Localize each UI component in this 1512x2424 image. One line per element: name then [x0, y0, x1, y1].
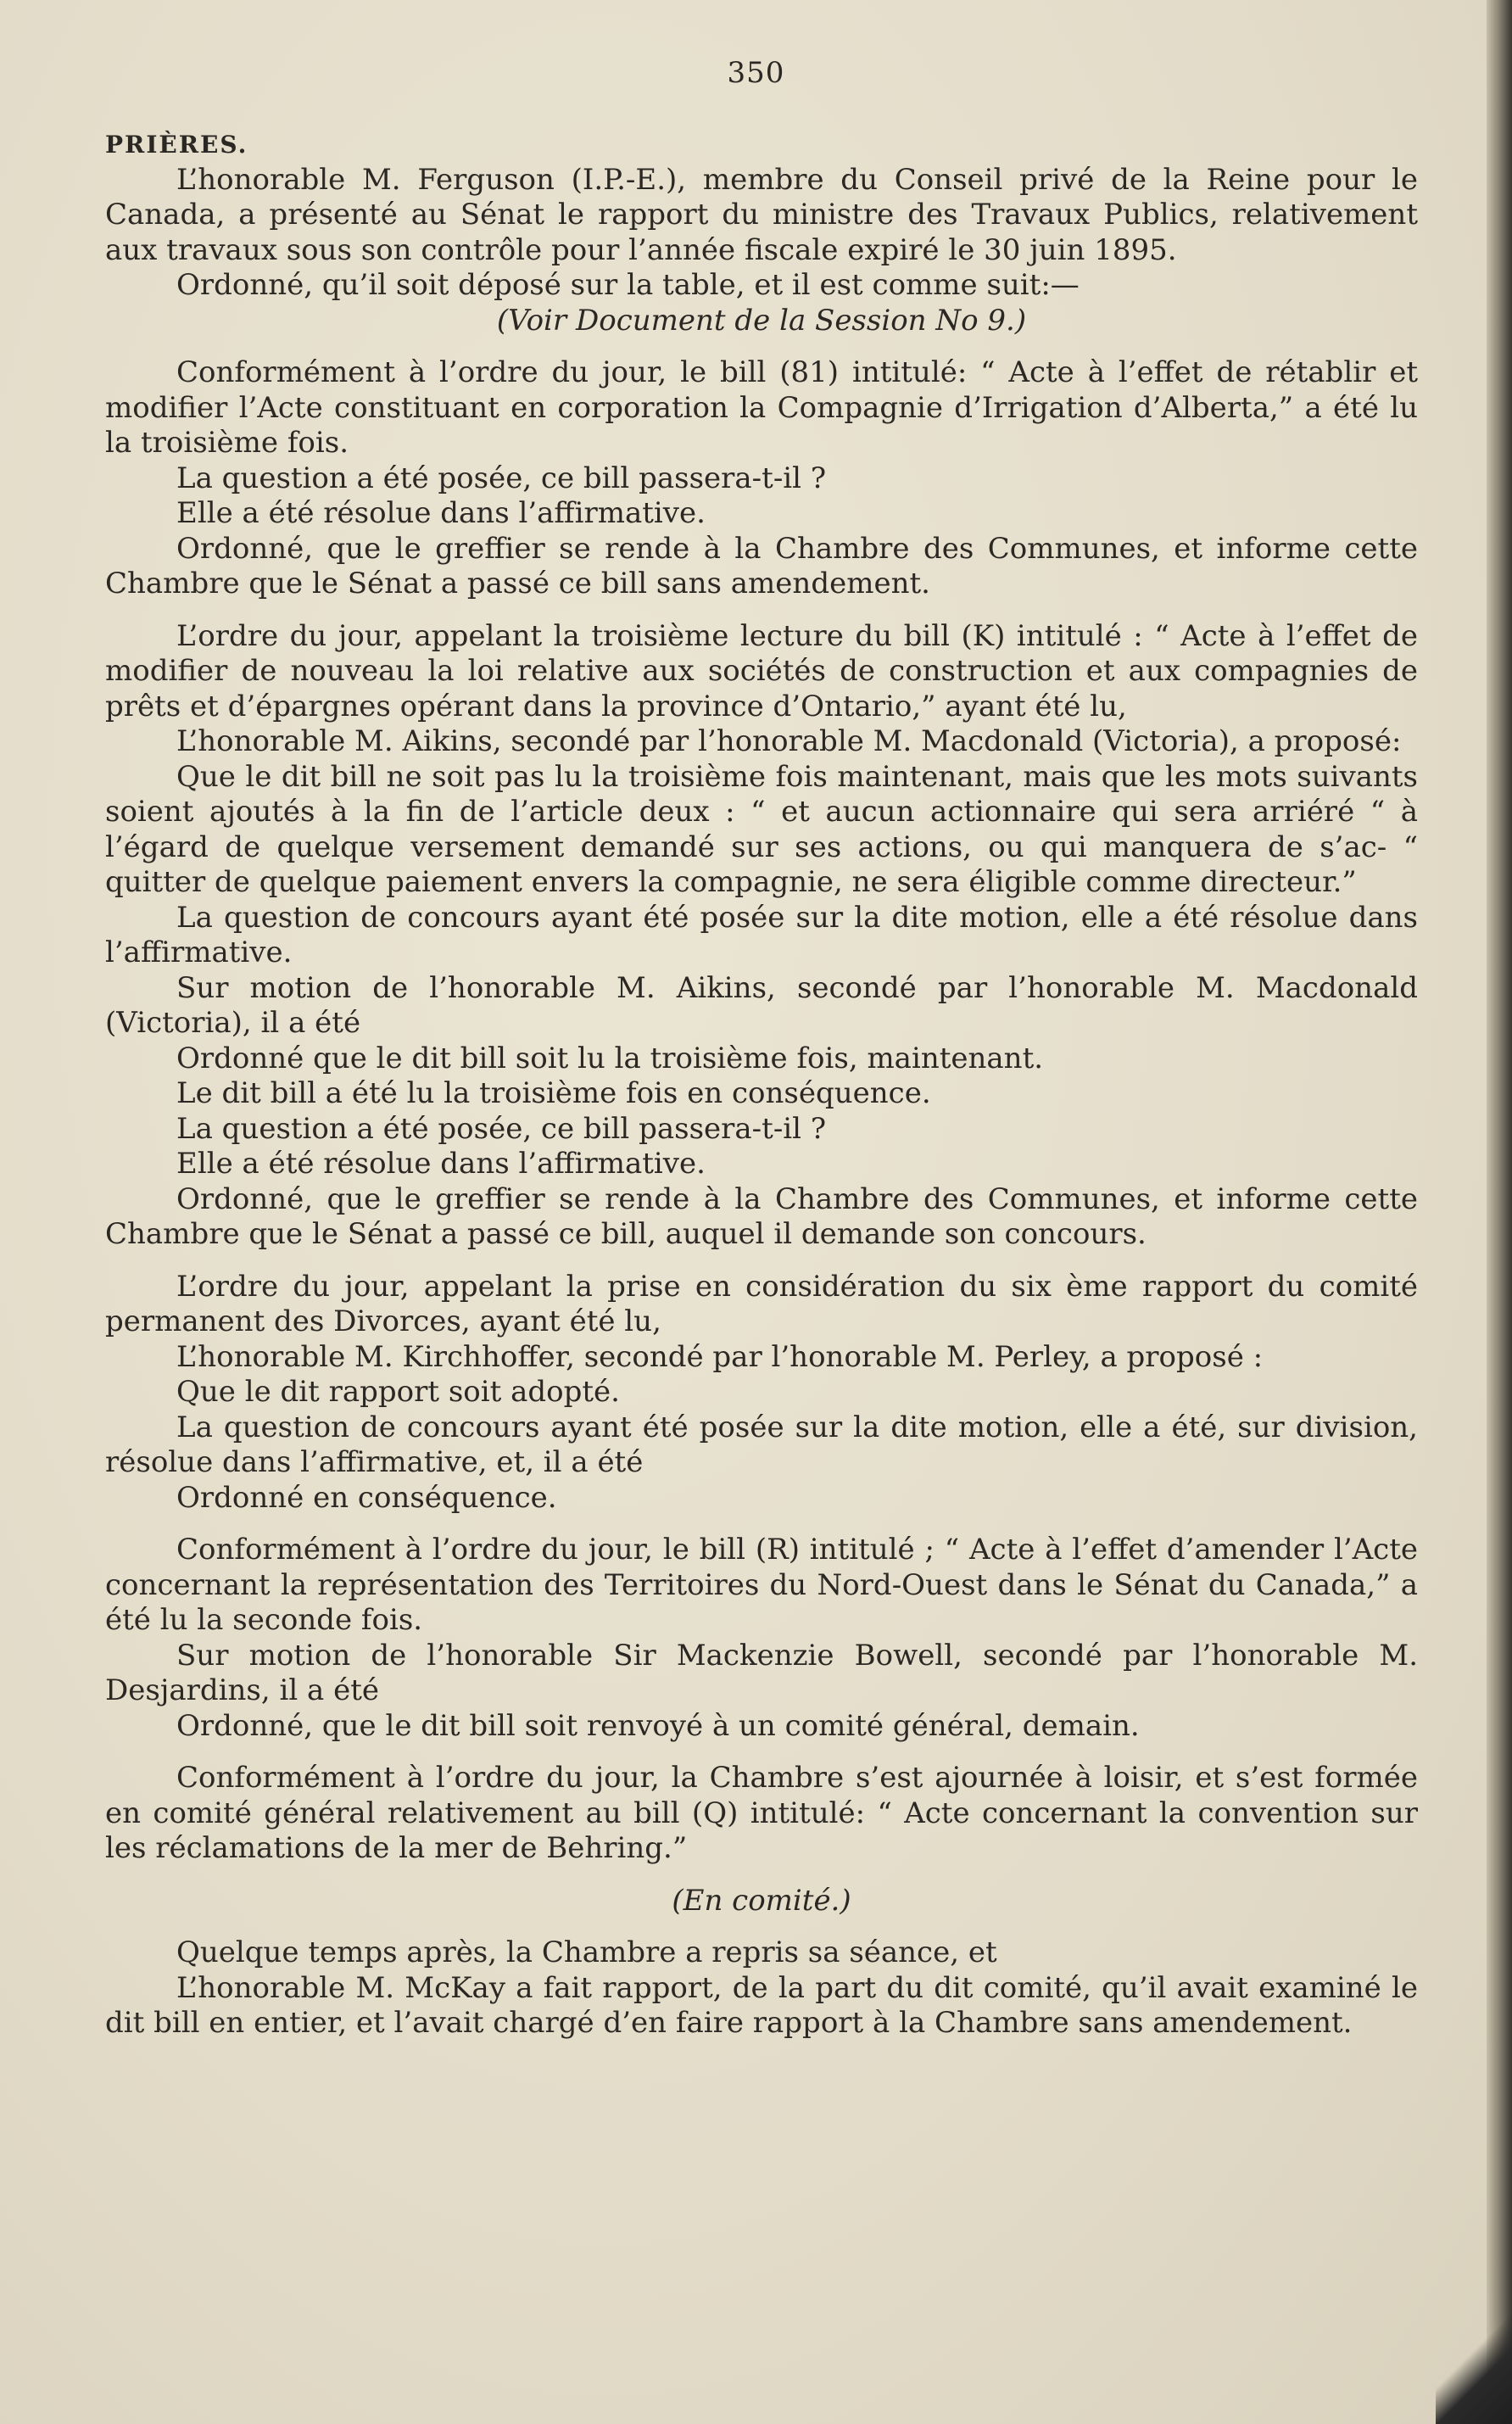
- paragraph: Ordonné, que le greffier se rende à la Chambre des Communes, et informe cette Chambre que le Sénat a passé ce bill, auquel il demande son concours.: [105, 1181, 1418, 1251]
- paragraph: Conformément à l’ordre du jour, le bill (R) intitulé ; “ Acte à l’effet d’amender l’Acte concernant la représentation des Territoires du Nord-Ouest dans le Sénat du Canada,” a été lu la seconde fois.: [105, 1533, 1418, 1637]
- paragraph: L’ordre du jour, appelant la troisième lecture du bill (K) intitulé : “ Acte à l’effet de modifier de nouveau la loi relative aux sociétés de construction et aux compagnies de prêts et d’épargnes opérant dans la province d’Ontario,” ayant été lu,: [105, 618, 1418, 723]
- paragraph: La question a été posée, ce bill passera-t-il ?: [176, 461, 827, 495]
- paragraph: Conformément à l’ordre du jour, la Chambre s’est ajournée à loisir, et s’est formée en comité général relativement au bill (Q) intitulé: “ Acte concernant la convention sur les réclamations de la mer de Behring.”: [105, 1761, 1418, 1865]
- paragraph: Que le dit bill ne soit pas lu la troisième fois maintenant, mais que les mots suivants soient ajoutés à la fin de l’article deux : “ et aucun actionnaire qui sera arriéré “ à l’égard de quelque versement demandé sur ses actions, ou qui manquera de s’ac- “ quitter de quelque paiement envers la compagnie, ne sera éligible comme directeur.”: [105, 759, 1418, 899]
- paragraph: Ordonné, que le dit bill soit renvoyé à un comité général, demain.: [176, 1708, 1140, 1743]
- committee-note: (En comité.): [672, 1883, 851, 1918]
- paragraph: Ordonné en conséquence.: [176, 1480, 557, 1515]
- paragraph: La question a été posée, ce bill passera-t-il ?: [176, 1111, 827, 1146]
- paragraph: La question de concours ayant été posée sur la dite motion, elle a été résolue dans l’affirmative.: [105, 900, 1418, 969]
- paragraph: L’honorable M. Kirchhoffer, secondé par l’honorable M. Perley, a proposé :: [176, 1339, 1264, 1374]
- paragraph: Ordonné que le dit bill soit lu la troisième fois, maintenant.: [176, 1041, 1044, 1075]
- page-number: 350: [727, 56, 785, 90]
- paragraph: Elle a été résolue dans l’affirmative.: [176, 496, 706, 530]
- paragraph: Le dit bill a été lu la troisième fois en conséquence.: [176, 1076, 931, 1110]
- paragraph: Que le dit rapport soit adopté.: [176, 1375, 620, 1409]
- book-spine-shadow: [1487, 0, 1512, 2424]
- paragraph: Conformément à l’ordre du jour, le bill (81) intitulé: “ Acte à l’effet de rétablir et modifier l’Acte constituant en corporation la Compagnie d’Irrigation d’Alberta,” a été lu la troisième fois.: [105, 355, 1418, 460]
- paragraph: Quelque temps après, la Chambre a repris sa séance, et: [176, 1935, 997, 1969]
- page-corner-shadow: [1436, 2314, 1512, 2424]
- section-heading: PRIÈRES.: [105, 131, 248, 159]
- paragraph: Elle a été résolue dans l’affirmative.: [176, 1147, 706, 1181]
- paragraph: Ordonné, qu’il soit déposé sur la table, et il est comme suit:—: [176, 268, 1080, 302]
- paragraph: La question de concours ayant été posée sur la dite motion, elle a été, sur division, résolue dans l’affirmative, et, il a été: [105, 1410, 1418, 1479]
- page-body: [105, 127, 1418, 2041]
- document-reference: (Voir Document de la Session No 9.): [496, 303, 1027, 338]
- paragraph: L’honorable M. Ferguson (I.P.-E.), membre du Conseil privé de la Reine pour le Canada, a présenté au Sénat le rapport du ministre des Travaux Publics, relativement aux travaux sous son contrôle pour l’année fiscale expiré le 30 juin 1895.: [105, 162, 1418, 267]
- paragraph: L’honorable M. McKay a fait rapport, de la part du dit comité, qu’il avait examiné le dit bill en entier, et l’avait chargé d’en faire rapport à la Chambre sans amendement.: [105, 1970, 1418, 2040]
- paragraph: L’honorable M. Aikins, secondé par l’honorable M. Macdonald (Victoria), a proposé:: [176, 724, 1402, 758]
- paragraph: Sur motion de l’honorable M. Aikins, secondé par l’honorable M. Macdonald (Victoria), il a été: [105, 970, 1418, 1040]
- paragraph: Sur motion de l’honorable Sir Mackenzie Bowell, secondé par l’honorable M. Desjardins, il a été: [105, 1638, 1418, 1707]
- paragraph: Ordonné, que le greffier se rende à la Chambre des Communes, et informe cette Chambre que le Sénat a passé ce bill sans amendement.: [105, 531, 1418, 600]
- paragraph: L’ordre du jour, appelant la prise en considération du six ème rapport du comité permanent des Divorces, ayant été lu,: [105, 1269, 1418, 1338]
